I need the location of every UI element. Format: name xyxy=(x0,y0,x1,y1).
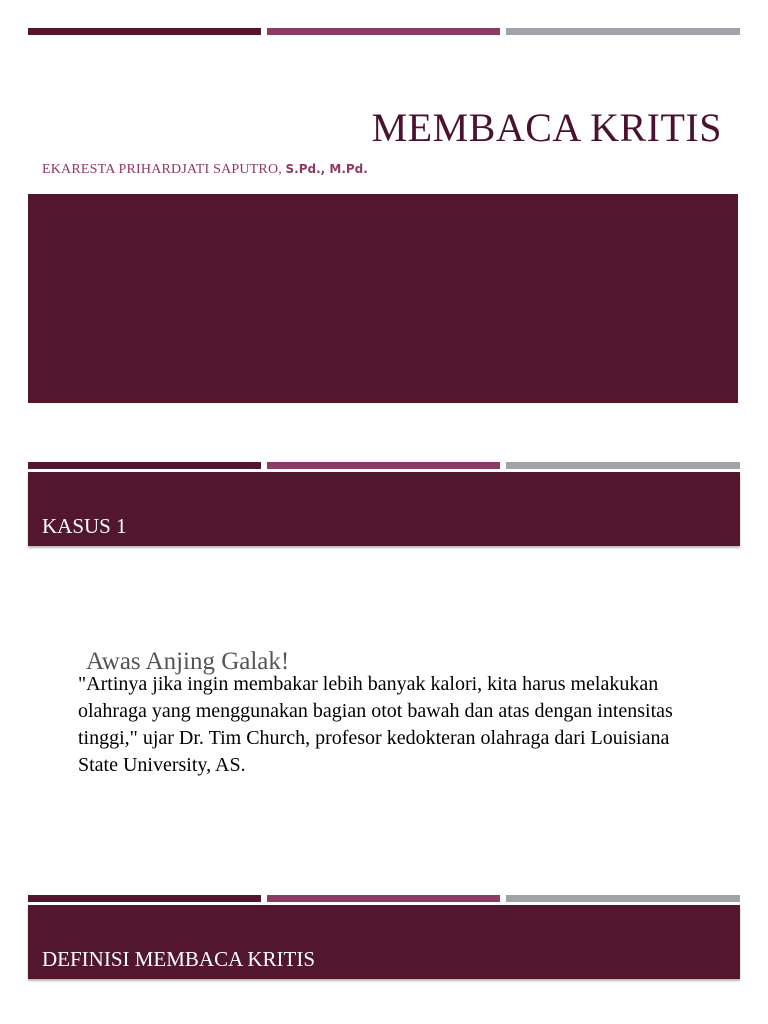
accent-bar-rose xyxy=(267,895,500,902)
author-name: EKARESTA PRIHARDJATI SAPUTRO, xyxy=(42,162,282,177)
author-degree: S.Pd., M.Pd. xyxy=(285,162,368,176)
accent-bar-rose xyxy=(267,28,500,35)
accent-bar-gray xyxy=(506,28,740,35)
case-quote: "Artinya jika ingin membakar lebih banyak kalori, kita harus melakukan olahraga yang menggunakan bagian otot bawah dan atas dengan intensitas tinggi," ujar Dr. Tim Church, profesor kedokteran olahraga dari Louisiana State University, AS. xyxy=(78,673,673,776)
section-label: KASUS 1 xyxy=(42,514,127,538)
author-line xyxy=(42,162,368,178)
accent-bar-rose xyxy=(267,462,500,469)
accent-bars-top xyxy=(28,28,740,35)
accent-bars-middle xyxy=(28,462,740,469)
slide-title: MEMBACA KRITIS xyxy=(371,105,722,150)
title-color-panel xyxy=(28,194,738,403)
accent-bar-dark xyxy=(28,895,261,902)
section-header-definisi xyxy=(28,905,740,979)
accent-bar-gray xyxy=(506,462,740,469)
accent-bars-bottom xyxy=(28,895,740,902)
section-header-kasus xyxy=(28,472,740,546)
accent-bar-gray xyxy=(506,895,740,902)
section-label: DEFINISI MEMBACA KRITIS xyxy=(42,947,316,971)
accent-bar-dark xyxy=(28,462,261,469)
case-title: Awas Anjing Galak! xyxy=(86,648,290,675)
accent-bar-dark xyxy=(28,28,261,35)
